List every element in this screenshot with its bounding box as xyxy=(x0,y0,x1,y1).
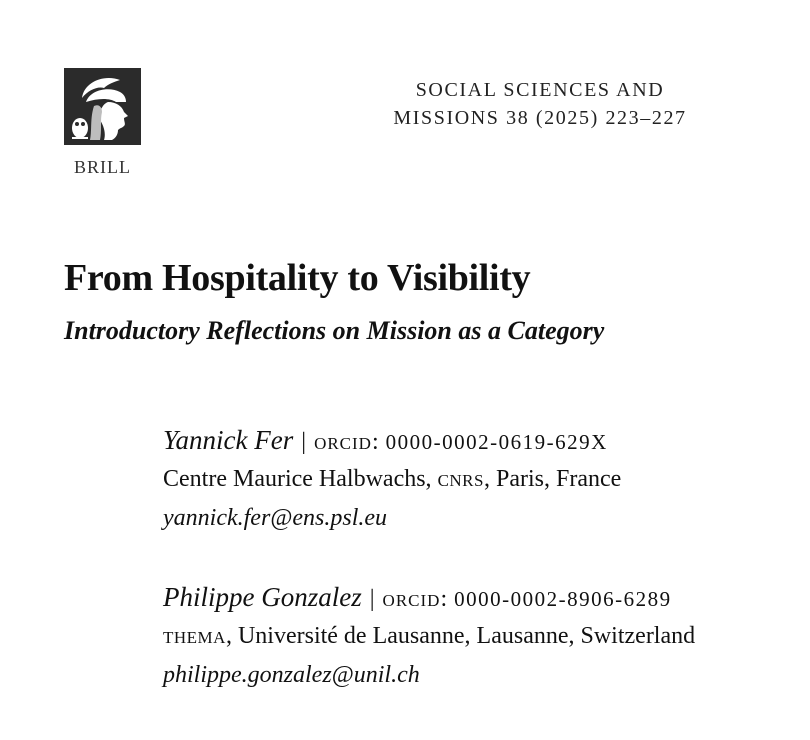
journal-citation xyxy=(350,76,730,132)
separator: | xyxy=(301,429,307,455)
article-subtitle: Introductory Reflections on Mission as a Category xyxy=(64,316,605,345)
affiliation-acronym: thema xyxy=(163,623,226,649)
author-header xyxy=(163,578,695,617)
journal-line-1: SOCIAL SCIENCES AND xyxy=(415,79,665,101)
author-header xyxy=(163,421,621,460)
orcid-label: orcid: xyxy=(382,586,449,612)
author-name: Yannick Fer xyxy=(163,425,294,455)
affiliation-text: , Université de Lausanne, Lausanne, Switzerland xyxy=(225,623,696,649)
affiliation-text: Centre Maurice Halbwachs, xyxy=(163,466,438,492)
affiliation-text: , Paris, France xyxy=(483,466,622,492)
orcid-link[interactable]: 0000-0002-8906-6289 xyxy=(454,587,672,611)
brill-logo xyxy=(64,68,141,145)
author-block xyxy=(163,578,695,695)
article-title: From Hospitality to Visibility xyxy=(64,257,531,299)
journal-line-2: MISSIONS 38 (2025) 223–227 xyxy=(393,107,687,129)
author-name: Philippe Gonzalez xyxy=(163,582,362,612)
orcid-link[interactable]: 0000-0002-0619-629X xyxy=(385,430,608,454)
author-affiliation xyxy=(163,460,621,499)
publisher-name: BRILL xyxy=(74,157,131,177)
athena-helmet-owl-icon xyxy=(64,68,141,145)
author-affiliation xyxy=(163,617,695,656)
author-email-link[interactable]: philippe.gonzalez@unil.ch xyxy=(163,662,420,688)
affiliation-acronym: cnrs xyxy=(437,466,484,492)
author-block xyxy=(163,421,621,538)
separator: | xyxy=(369,586,375,612)
orcid-label: orcid: xyxy=(314,429,380,455)
author-email-link[interactable]: yannick.fer@ens.psl.eu xyxy=(163,505,388,531)
